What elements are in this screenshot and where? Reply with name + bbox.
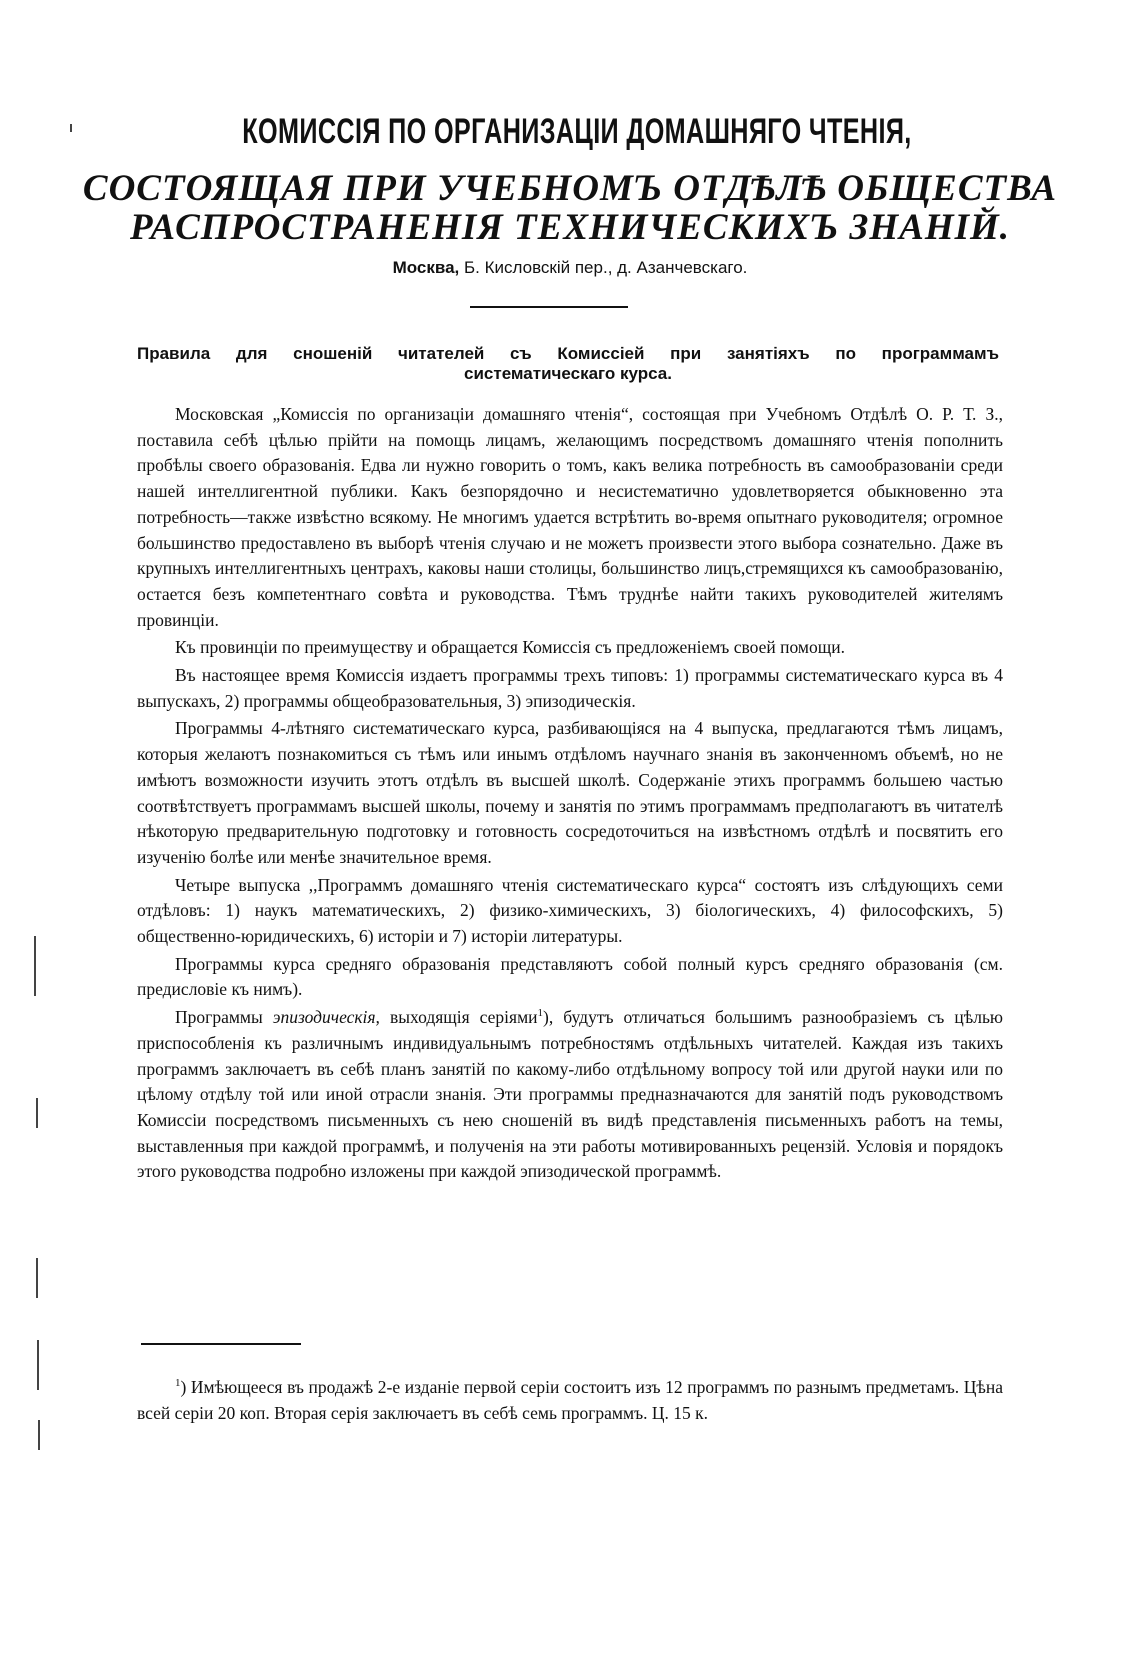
paragraph-provinces: Къ провинціи по преимуществу и обращается Комиссія съ предложеніемъ своей помощи. xyxy=(175,637,845,658)
body-text xyxy=(137,402,1003,1187)
margin-scan-mark xyxy=(70,124,72,132)
commission-title: КОМИССІЯ ПО ОРГАНИЗАЦІИ ДОМАШНЯГО ЧТЕНІЯ, xyxy=(242,112,912,151)
paragraph-secondary-course: Программы курса средняго образованія представляютъ собой полный курсъ средняго образованія (см. предисловіе къ нимъ). xyxy=(137,953,1003,1000)
footnote-reference: 1 xyxy=(537,1007,544,1020)
rules-heading-line-1: Правила для сношеній читателей съ Комиссіей при занятіяхъ по программамъ xyxy=(137,344,999,363)
paragraph-sections: Четыре выпуска ,,Программъ домашняго чтенія систематическаго курса“ состоятъ изъ слѣдующихъ семи отдѣловъ: 1) наукъ математическихъ, 2) физико-химическихъ, 3) біологическихъ, 4) философскихъ, 5) общественно-юридическихъ, 6) исторіи и 7) исторіи литературы. xyxy=(137,874,1003,947)
header-divider xyxy=(470,306,628,308)
footnote-mark: 1 xyxy=(175,1377,181,1390)
footnote xyxy=(137,1375,1003,1426)
address-line xyxy=(0,258,1140,278)
footnote-text: ) Имѣющееся въ продажѣ 2-е изданіе первой серіи состоитъ изъ 12 программъ по разнымъ предметамъ. Цѣна всей серіи 20 коп. Вторая серія заключаетъ въ себѣ семь программъ. Ц. 15 к. xyxy=(137,1377,1003,1423)
footnote-divider xyxy=(141,1343,301,1345)
episodic-rest: ), будутъ отличаться большимъ разнообразіемъ съ цѣлью приспособленія къ различнымъ индивидуальнымъ потребностямъ отдѣльныхъ читателей. Каждая изъ такихъ программъ заключаетъ въ себѣ планъ занятій по какому-либо отдѣльному вопросу той или другой науки или по цѣлому отдѣлу той или иной отрасли знанія. Эти программы предназначаются для занятій подъ руководствомъ Комиссіи посредствомъ письменныхъ съ нею сношеній въ видѣ представленія письменныхъ работъ на темы, выставленныя при каждой программѣ, и полученія на эти работы мотивированныхъ рецензій. Условія и порядокъ этого руководства подробно изложены при каждой эпизодической программѣ. xyxy=(137,1007,1003,1182)
paragraph-episodic xyxy=(137,1005,1003,1185)
subtitle-line-2: РАСПРОСТРАНЕНІЯ ТЕХНИЧЕСКИХЪ ЗНАНІЙ. xyxy=(129,207,1011,248)
margin-scan-mark xyxy=(36,1098,38,1128)
paragraph-program-types: Въ настоящее время Комиссія издаетъ программы трехъ типовъ: 1) программы систематическаго курса въ 4 выпускахъ, 2) программы общеобразовательныя, 3) эпизодическія. xyxy=(137,665,1003,711)
episodic-mid: выходящія серіями xyxy=(389,1007,538,1028)
rules-heading-line-2: систематическаго курса. xyxy=(464,364,672,383)
episodic-start: Программы xyxy=(175,1007,263,1028)
margin-scan-mark xyxy=(37,1340,39,1390)
paragraph-systematic-course: Программы 4-лѣтняго систематическаго курса, разбивающіяся на 4 выпуска, предлагаются тѣмъ лицамъ, которыя желаютъ познакомиться съ тѣмъ или инымъ отдѣломъ научнаго знанія въ законченномъ объемѣ, но не имѣютъ возможности изучить этотъ отдѣлъ въ высшей школѣ. Содержаніе этихъ программъ большею частью соотвѣтствуетъ программамъ высшей школы, почему и занятія по этимъ программамъ предполагаютъ въ читателѣ нѣкоторую предварительную подготовку и готовность сосредоточиться на извѣстномъ отдѣлѣ и посвятить его изученію болѣе или менѣе значительное время. xyxy=(137,718,1003,867)
paragraph-purpose: Московская „Комиссія по организаціи домашняго чтенія“, состоящая при Учебномъ Отдѣлѣ О. Р. Т. З., поставила себѣ цѣлью прійти на помощь лицамъ, желающимъ посредствомъ домашняго чтенія пополнить пробѣлы своего образованія. Едва ли нужно говорить о томъ, какъ велика потребность въ самообразованіи среди нашей интеллигентной публики. Какъ безпорядочно и несистематично удовлетворяется обыкновенно эта потребность—также извѣстно всякому. Не многимъ удается встрѣтить во-время опытнаго руководителя; огромное большинство предоставлено въ выборѣ чтенія случаю и не можетъ произвести этого выбора сознательно. Даже въ крупныхъ интеллигентныхъ центрахъ, каковы наши столицы, большинство лицъ,стремящихся къ самообразованію, остается безъ компетентнаго совѣта и руководства. Тѣмъ труднѣе найти такихъ руководителей жителямъ провинціи. xyxy=(137,404,1003,630)
address-city: Москва, xyxy=(392,258,460,277)
margin-scan-mark xyxy=(34,936,36,996)
episodic-italic: эпизодическія, xyxy=(272,1007,380,1028)
subtitle-line-1: СОСТОЯЩАЯ ПРИ УЧЕБНОМЪ ОТДѢЛѢ ОБЩЕСТВА xyxy=(82,168,1058,209)
margin-scan-mark xyxy=(38,1420,40,1450)
address-street: Б. Кисловскій пер., д. Азанчевскаго. xyxy=(464,258,748,277)
margin-scan-mark xyxy=(36,1258,38,1298)
rules-heading xyxy=(137,344,999,384)
